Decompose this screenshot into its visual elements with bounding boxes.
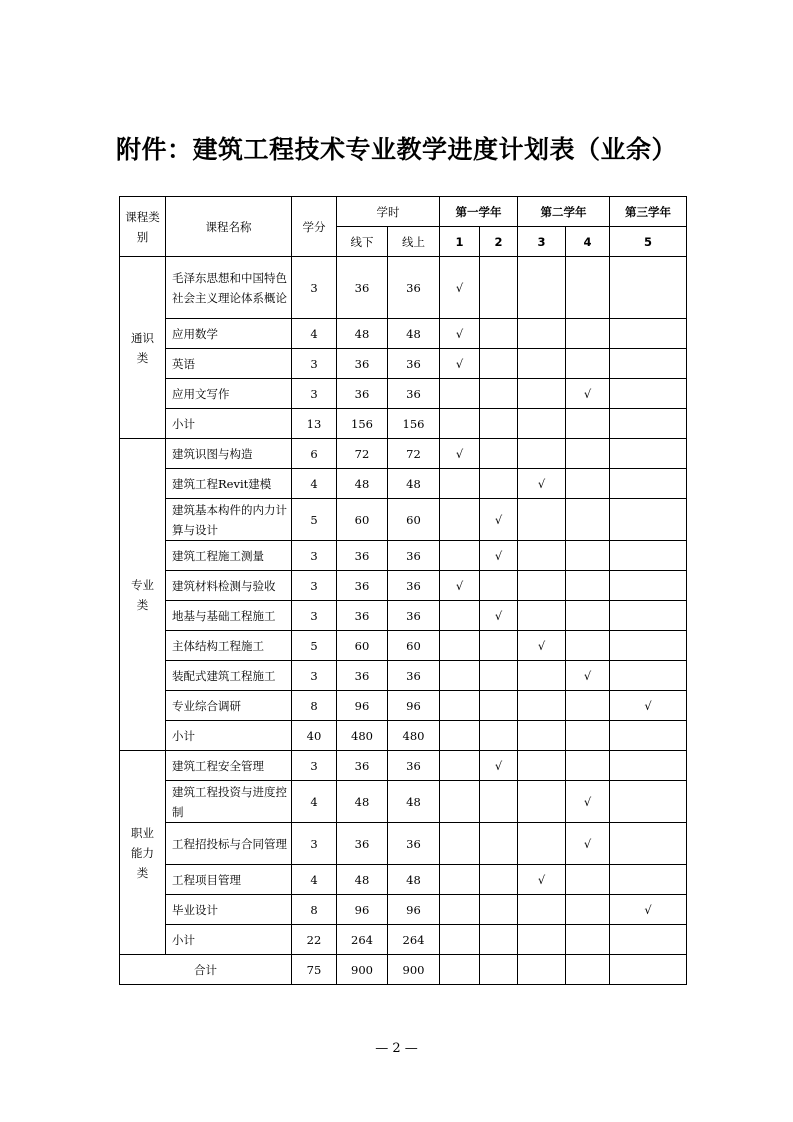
semester-1-cell (440, 691, 480, 721)
course-name-cell: 建筑工程Revit建模 (166, 469, 292, 499)
semester-2-cell (480, 865, 518, 895)
credit-cell: 5 (292, 631, 337, 661)
semester-4-cell (566, 823, 610, 865)
online-hours-cell: 36 (388, 379, 440, 409)
table-row (120, 379, 687, 409)
offline-hours-cell: 60 (337, 499, 388, 541)
semester-3-cell (518, 257, 566, 319)
semester-5-cell (610, 601, 687, 631)
semester-3-cell (518, 691, 566, 721)
semester-4-cell (566, 865, 610, 895)
header-semester-4: 4 (566, 227, 610, 257)
table-row (120, 319, 687, 349)
online-hours-cell: 48 (388, 319, 440, 349)
table-row (120, 439, 687, 469)
semester-5-cell (610, 925, 687, 955)
check-mark: √ (494, 758, 503, 773)
semester-1-cell (440, 751, 480, 781)
semester-2-cell (480, 925, 518, 955)
offline-hours-cell: 36 (337, 823, 388, 865)
credit-cell: 40 (292, 721, 337, 751)
check-mark: √ (494, 548, 503, 563)
offline-hours-cell: 36 (337, 349, 388, 379)
table-row (120, 865, 687, 895)
semester-2-cell (480, 319, 518, 349)
total-credit: 75 (292, 955, 337, 985)
semester-2-cell (480, 379, 518, 409)
semester-4-cell (566, 409, 610, 439)
semester-1-cell (440, 257, 480, 319)
total-semester-2 (480, 955, 518, 985)
offline-hours-cell: 36 (337, 661, 388, 691)
semester-1-cell (440, 823, 480, 865)
semester-4-cell (566, 349, 610, 379)
category-cell: 专业类 (120, 439, 166, 751)
semester-1-cell (440, 571, 480, 601)
online-hours-cell: 60 (388, 631, 440, 661)
course-name-cell: 专业综合调研 (166, 691, 292, 721)
semester-1-cell (440, 925, 480, 955)
semester-3-cell (518, 571, 566, 601)
semester-5-cell (610, 257, 687, 319)
course-name-cell: 英语 (166, 349, 292, 379)
semester-4-cell (566, 661, 610, 691)
online-hours-cell: 36 (388, 823, 440, 865)
semester-3-cell (518, 601, 566, 631)
semester-4-cell (566, 781, 610, 823)
online-hours-cell: 480 (388, 721, 440, 751)
semester-3-cell (518, 469, 566, 499)
course-name-cell: 建筑工程安全管理 (166, 751, 292, 781)
credit-cell: 4 (292, 469, 337, 499)
table-row (120, 257, 687, 319)
semester-1-cell (440, 439, 480, 469)
credit-cell: 22 (292, 925, 337, 955)
page-title: 附件：建筑工程技术专业教学进度计划表（业余） (115, 135, 677, 164)
semester-1-cell (440, 661, 480, 691)
semester-2-cell (480, 751, 518, 781)
online-hours-cell: 36 (388, 661, 440, 691)
offline-hours-cell: 48 (337, 469, 388, 499)
course-name-cell: 主体结构工程施工 (166, 631, 292, 661)
semester-3-cell (518, 541, 566, 571)
online-hours-cell: 36 (388, 601, 440, 631)
semester-4-cell (566, 895, 610, 925)
check-mark: √ (583, 386, 592, 401)
semester-3-cell (518, 631, 566, 661)
check-mark: √ (455, 280, 464, 295)
semester-1-cell (440, 865, 480, 895)
table-row (120, 469, 687, 499)
course-name-cell: 毕业设计 (166, 895, 292, 925)
online-hours-cell: 48 (388, 865, 440, 895)
offline-hours-cell: 36 (337, 601, 388, 631)
semester-4-cell (566, 601, 610, 631)
semester-1-cell (440, 379, 480, 409)
online-hours-cell: 72 (388, 439, 440, 469)
credit-cell: 3 (292, 601, 337, 631)
total-row (120, 955, 687, 985)
credit-cell: 3 (292, 823, 337, 865)
header-semester-2: 2 (480, 227, 518, 257)
header-year-3: 第三学年 (610, 197, 687, 227)
credit-cell: 6 (292, 439, 337, 469)
semester-3-cell (518, 751, 566, 781)
category-cell: 通识类 (120, 257, 166, 439)
online-hours-cell: 36 (388, 751, 440, 781)
online-hours-cell: 48 (388, 781, 440, 823)
header-year-1: 第一学年 (440, 197, 518, 227)
online-hours-cell: 36 (388, 257, 440, 319)
semester-4-cell (566, 541, 610, 571)
semester-1-cell (440, 499, 480, 541)
semester-5-cell (610, 571, 687, 601)
semester-3-cell (518, 721, 566, 751)
credit-cell: 4 (292, 865, 337, 895)
offline-hours-cell: 36 (337, 257, 388, 319)
semester-3-cell (518, 439, 566, 469)
semester-2-cell (480, 409, 518, 439)
table-row (120, 691, 687, 721)
semester-5-cell (610, 319, 687, 349)
total-semester-1 (440, 955, 480, 985)
course-name-cell: 应用数学 (166, 319, 292, 349)
offline-hours-cell: 96 (337, 895, 388, 925)
check-mark: √ (494, 608, 503, 623)
course-name-cell: 应用文写作 (166, 379, 292, 409)
check-mark: √ (583, 836, 592, 851)
course-name-cell: 建筑材料检测与验收 (166, 571, 292, 601)
semester-2-cell (480, 571, 518, 601)
offline-hours-cell: 72 (337, 439, 388, 469)
semester-3-cell (518, 865, 566, 895)
semester-5-cell (610, 661, 687, 691)
semester-5-cell (610, 499, 687, 541)
online-hours-cell: 60 (388, 499, 440, 541)
offline-hours-cell: 36 (337, 541, 388, 571)
semester-3-cell (518, 349, 566, 379)
semester-2-cell (480, 781, 518, 823)
table-row (120, 823, 687, 865)
semester-3-cell (518, 895, 566, 925)
offline-hours-cell: 48 (337, 865, 388, 895)
header-offline: 线下 (337, 227, 388, 257)
total-semester-4 (566, 955, 610, 985)
semester-5-cell (610, 349, 687, 379)
semester-1-cell (440, 721, 480, 751)
semester-4-cell (566, 571, 610, 601)
credit-cell: 5 (292, 499, 337, 541)
semester-3-cell (518, 499, 566, 541)
semester-1-cell (440, 541, 480, 571)
semester-5-cell (610, 541, 687, 571)
semester-3-cell (518, 409, 566, 439)
offline-hours-cell: 96 (337, 691, 388, 721)
semester-1-cell (440, 349, 480, 379)
credit-cell: 3 (292, 571, 337, 601)
check-mark: √ (537, 638, 546, 653)
table-row (120, 349, 687, 379)
course-name-cell: 工程项目管理 (166, 865, 292, 895)
credit-cell: 13 (292, 409, 337, 439)
online-hours-cell: 48 (388, 469, 440, 499)
semester-1-cell (440, 601, 480, 631)
semester-4-cell (566, 499, 610, 541)
semester-5-cell (610, 721, 687, 751)
semester-3-cell (518, 781, 566, 823)
check-mark: √ (583, 668, 592, 683)
semester-2-cell (480, 469, 518, 499)
check-mark: √ (455, 446, 464, 461)
semester-5-cell (610, 823, 687, 865)
table-row (120, 571, 687, 601)
offline-hours-cell: 48 (337, 781, 388, 823)
check-mark: √ (455, 578, 464, 593)
check-mark: √ (537, 872, 546, 887)
credit-cell: 3 (292, 751, 337, 781)
semester-5-cell (610, 895, 687, 925)
total-online: 900 (388, 955, 440, 985)
semester-5-cell (610, 631, 687, 661)
semester-4-cell (566, 751, 610, 781)
teaching-schedule-table (119, 196, 687, 985)
check-mark: √ (644, 902, 652, 917)
subtotal-row (120, 925, 687, 955)
offline-hours-cell: 36 (337, 571, 388, 601)
credit-cell: 3 (292, 661, 337, 691)
offline-hours-cell: 156 (337, 409, 388, 439)
total-label: 合计 (120, 955, 292, 985)
semester-1-cell (440, 319, 480, 349)
semester-2-cell (480, 895, 518, 925)
semester-5-cell (610, 439, 687, 469)
semester-1-cell (440, 409, 480, 439)
semester-1-cell (440, 781, 480, 823)
offline-hours-cell: 480 (337, 721, 388, 751)
check-mark: √ (644, 698, 652, 713)
category-cell: 职业能力类 (120, 751, 166, 955)
semester-2-cell (480, 661, 518, 691)
semester-5-cell (610, 409, 687, 439)
semester-4-cell (566, 631, 610, 661)
semester-4-cell (566, 925, 610, 955)
check-mark: √ (455, 326, 464, 341)
offline-hours-cell: 36 (337, 751, 388, 781)
course-name-cell: 小计 (166, 925, 292, 955)
credit-cell: 8 (292, 691, 337, 721)
semester-3-cell (518, 925, 566, 955)
table-row (120, 631, 687, 661)
check-mark: √ (494, 512, 503, 527)
course-name-cell: 小计 (166, 409, 292, 439)
credit-cell: 4 (292, 781, 337, 823)
course-name-cell: 建筑识图与构造 (166, 439, 292, 469)
semester-3-cell (518, 661, 566, 691)
header-semester-3: 3 (518, 227, 566, 257)
semester-5-cell (610, 781, 687, 823)
offline-hours-cell: 36 (337, 379, 388, 409)
semester-3-cell (518, 823, 566, 865)
semester-4-cell (566, 257, 610, 319)
semester-1-cell (440, 469, 480, 499)
online-hours-cell: 96 (388, 691, 440, 721)
header-category: 课程类别 (120, 197, 166, 257)
subtotal-row (120, 409, 687, 439)
offline-hours-cell: 60 (337, 631, 388, 661)
page-number: — 2 — (375, 1041, 418, 1056)
credit-cell: 3 (292, 257, 337, 319)
semester-2-cell (480, 601, 518, 631)
course-name-cell: 毛泽东思想和中国特色社会主义理论体系概论 (166, 257, 292, 319)
course-name-cell: 工程招投标与合同管理 (166, 823, 292, 865)
header-semester-1: 1 (440, 227, 480, 257)
header-online: 线上 (388, 227, 440, 257)
table-row (120, 895, 687, 925)
course-name-cell: 装配式建筑工程施工 (166, 661, 292, 691)
header-year-2: 第二学年 (518, 197, 610, 227)
course-name-cell: 建筑工程投资与进度控制 (166, 781, 292, 823)
semester-5-cell (610, 751, 687, 781)
semester-3-cell (518, 319, 566, 349)
total-offline: 900 (337, 955, 388, 985)
online-hours-cell: 264 (388, 925, 440, 955)
course-name-cell: 地基与基础工程施工 (166, 601, 292, 631)
credit-cell: 3 (292, 349, 337, 379)
semester-2-cell (480, 691, 518, 721)
semester-1-cell (440, 631, 480, 661)
semester-2-cell (480, 499, 518, 541)
online-hours-cell: 36 (388, 349, 440, 379)
online-hours-cell: 96 (388, 895, 440, 925)
semester-2-cell (480, 257, 518, 319)
credit-cell: 4 (292, 319, 337, 349)
semester-3-cell (518, 379, 566, 409)
semester-2-cell (480, 439, 518, 469)
header-course-name: 课程名称 (166, 197, 292, 257)
table-row (120, 751, 687, 781)
semester-4-cell (566, 691, 610, 721)
semester-4-cell (566, 319, 610, 349)
table-row (120, 541, 687, 571)
online-hours-cell: 36 (388, 541, 440, 571)
course-name-cell: 建筑工程施工测量 (166, 541, 292, 571)
header-hours: 学时 (337, 197, 440, 227)
semester-4-cell (566, 379, 610, 409)
semester-1-cell (440, 895, 480, 925)
semester-4-cell (566, 721, 610, 751)
check-mark: √ (537, 476, 546, 491)
course-name-cell: 建筑基本构件的内力计算与设计 (166, 499, 292, 541)
credit-cell: 3 (292, 541, 337, 571)
online-hours-cell: 156 (388, 409, 440, 439)
semester-2-cell (480, 541, 518, 571)
total-semester-5 (610, 955, 687, 985)
offline-hours-cell: 264 (337, 925, 388, 955)
credit-cell: 8 (292, 895, 337, 925)
header-credit: 学分 (292, 197, 337, 257)
course-name-cell: 小计 (166, 721, 292, 751)
semester-2-cell (480, 349, 518, 379)
check-mark: √ (583, 794, 592, 809)
semester-4-cell (566, 469, 610, 499)
table-body (120, 257, 687, 955)
table-row (120, 499, 687, 541)
offline-hours-cell: 48 (337, 319, 388, 349)
credit-cell: 3 (292, 379, 337, 409)
table-row (120, 601, 687, 631)
total-semester-3 (518, 955, 566, 985)
semester-2-cell (480, 721, 518, 751)
semester-2-cell (480, 823, 518, 865)
header-semester-5: 5 (610, 227, 687, 257)
semester-5-cell (610, 379, 687, 409)
table-row (120, 661, 687, 691)
subtotal-row (120, 721, 687, 751)
semester-5-cell (610, 865, 687, 895)
online-hours-cell: 36 (388, 571, 440, 601)
check-mark: √ (455, 356, 464, 371)
semester-2-cell (480, 631, 518, 661)
semester-5-cell (610, 469, 687, 499)
semester-4-cell (566, 439, 610, 469)
table-row (120, 781, 687, 823)
semester-5-cell (610, 691, 687, 721)
